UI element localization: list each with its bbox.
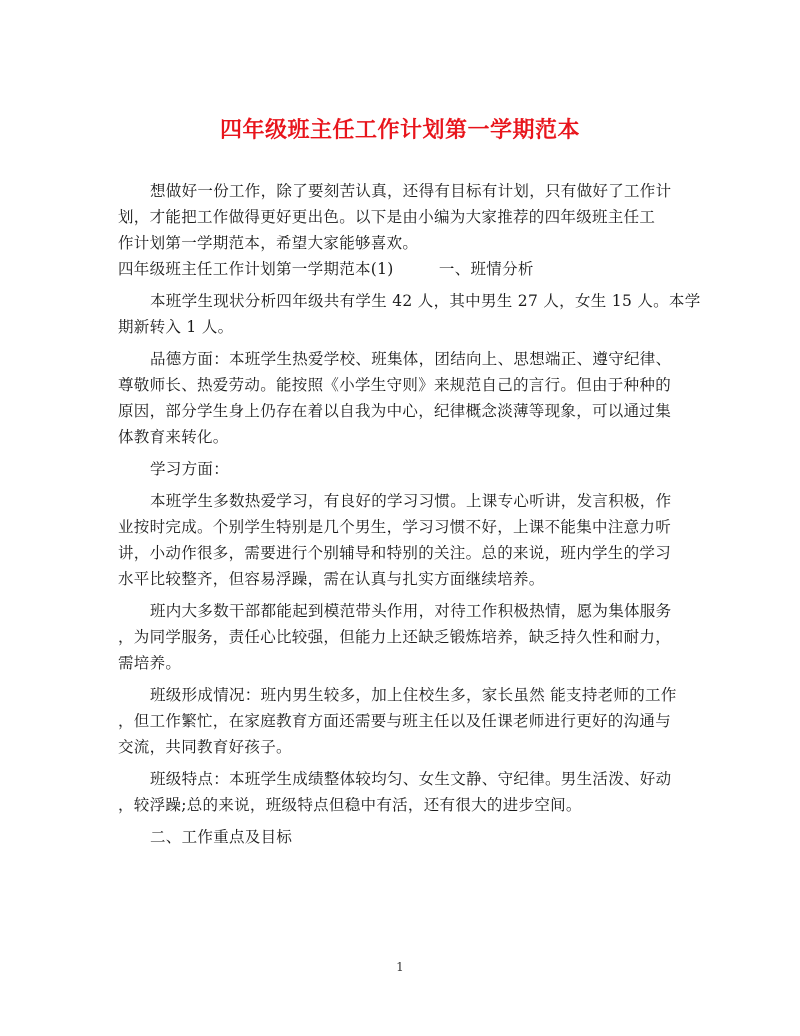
text-line: 本班学生多数热爱学习，有良好的学习习惯。上课专心听讲，发言积极，作 <box>150 492 672 510</box>
text-line: 需培养。 <box>118 654 182 672</box>
cadre-paragraph <box>118 598 680 676</box>
text-line: 原因，部分学生身上仍存在着以自我为中心，纪律概念淡薄等现象，可以通过集 <box>118 402 672 420</box>
text-line: 本班学生现状分析四年级共有学生 42 人，其中男生 27 人，女生 15 人。本学 <box>150 292 701 310</box>
text-line: 作计划第一学期范本，希望大家能够喜欢。 <box>118 234 419 252</box>
class-features-paragraph <box>118 766 680 818</box>
text-line: 班级形成情况：班内男生较多，加上住校生多，家长虽然 能支持老师的工作 <box>150 686 677 704</box>
class-formation-paragraph <box>118 682 680 760</box>
goals-heading-paragraph <box>118 824 680 850</box>
text-line: ，较浮躁;总的来说，班级特点但稳中有活，还有很大的进步空间。 <box>118 796 582 814</box>
study-paragraph <box>118 488 680 592</box>
text-line: 尊敬师长、热爱劳动。能按照《小学生守则》来规范自己的言行。但由于种种的 <box>118 376 672 394</box>
text-line: 体教育来转化。 <box>118 428 229 446</box>
study-heading-paragraph <box>118 456 680 482</box>
text-line: 讲，小动作很多，需要进行个别辅导和特别的关注。总的来说，班内学生的学习 <box>118 544 672 562</box>
sample-heading: 四年级班主任工作计划第一学期范本(1) <box>118 260 394 278</box>
text-line: 班级特点：本班学生成绩整体较均匀、女生文静、守纪律。男生活泼、好动 <box>150 770 672 788</box>
text-line: 交流，共同教育好孩子。 <box>118 738 292 756</box>
text-line: 划，才能把工作做得更好更出色。以下是由小编为大家推荐的四年级班主任工 <box>118 208 656 226</box>
text-line: ，为同学服务，责任心比较强，但能力上还缺乏锻炼培养，缺乏持久性和耐力， <box>118 628 672 646</box>
text-line: 想做好一份工作，除了要刻苦认真，还得有目标有计划，只有做好了工作计 <box>150 182 672 200</box>
text-line: 学习方面： <box>150 460 230 478</box>
section-heading <box>118 256 680 282</box>
text-line: 业按时完成。个别学生特别是几个男生，学习习惯不好，上课不能集中注意力听 <box>118 518 672 536</box>
document-body <box>118 178 701 850</box>
class-analysis-heading: 一、班情分析 <box>438 260 534 278</box>
text-line: 班内大多数干部都能起到模范带头作用，对待工作积极热情，愿为集体服务 <box>150 602 672 620</box>
text-line: 期新转入 1 人。 <box>118 318 234 336</box>
page-number: 1 <box>396 960 404 974</box>
text-line: ，但工作繁忙，在家庭教育方面还需要与班主任以及任课老师进行更好的沟通与 <box>118 712 672 730</box>
intro-paragraph <box>118 178 680 256</box>
text-line: 水平比较整齐，但容易浮躁，需在认真与扎实方面继续培养。 <box>118 570 545 588</box>
document-title: 四年级班主任工作计划第一学期范本 <box>219 117 580 143</box>
text-line: 二、工作重点及目标 <box>150 828 293 846</box>
moral-paragraph <box>118 346 680 450</box>
text-line: 品德方面：本班学生热爱学校、班集体，团结向上、思想端正、遵守纪律、 <box>150 350 672 368</box>
student-status-paragraph <box>118 288 701 340</box>
